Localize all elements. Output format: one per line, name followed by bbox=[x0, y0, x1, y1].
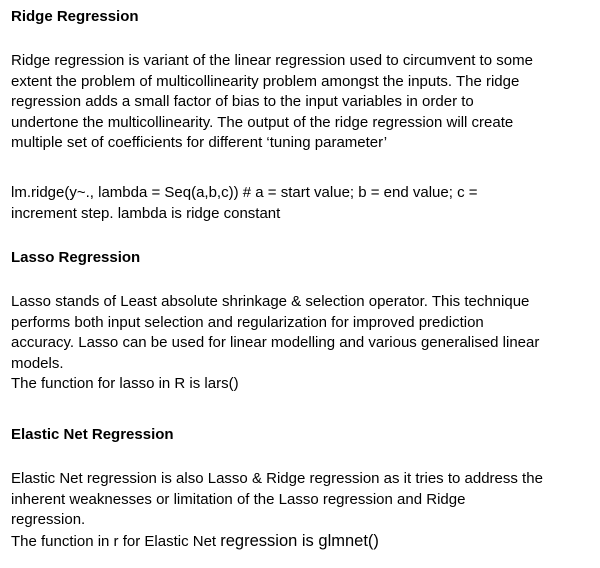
text-line: lm.ridge(y~., lambda = Seq(a,b,c)) # a = start value; b = end value; c = bbox=[11, 184, 478, 201]
text-line: regression adds a small factor of bias to the input variables in order to bbox=[11, 93, 474, 110]
heading-ridge-regression: Ridge Regression bbox=[11, 8, 139, 25]
text-line: undertone the multicollinearity. The output of the ridge regression will create bbox=[11, 113, 514, 131]
text-line: The function for lasso in R is lars() bbox=[11, 375, 239, 392]
paragraph-lasso-description bbox=[11, 292, 593, 395]
text-line: Ridge regression is variant of the linear regression used to circumvent to some bbox=[11, 52, 533, 69]
heading-lasso-regression: Lasso Regression bbox=[11, 249, 141, 266]
paragraph-ridge-code bbox=[11, 183, 593, 224]
paragraph-ridge-description bbox=[11, 51, 593, 154]
text-line: extent the problem of multicollinearity problem amongst the inputs. The ridge bbox=[11, 72, 520, 90]
text-line: multiple set of coefficients for different ‘tuning parameter’ bbox=[11, 134, 388, 151]
text-line: accuracy. Lasso can be used for linear modelling and various generalised linear bbox=[11, 334, 540, 351]
text-line: models. bbox=[11, 354, 64, 372]
paragraph-elastic-net-description bbox=[11, 469, 593, 552]
text-fragment: The function in r for Elastic Net bbox=[11, 532, 221, 550]
text-line: performs both input selection and regularization for improved prediction bbox=[11, 313, 484, 331]
text-line: inherent weaknesses or limitation of the Lasso regression and Ridge bbox=[11, 490, 466, 508]
text-line: Elastic Net regression is also Lasso & Ridge regression as it tries to address the bbox=[11, 470, 543, 487]
text-line: increment step. lambda is ridge constant bbox=[11, 204, 281, 222]
text-line: Lasso stands of Least absolute shrinkage & selection operator. This technique bbox=[11, 293, 530, 310]
text-fragment-large: regression is glmnet() bbox=[220, 531, 379, 550]
text-line: regression. bbox=[11, 511, 86, 528]
text-line-final bbox=[11, 531, 593, 553]
heading-elastic-net-regression: Elastic Net Regression bbox=[11, 426, 174, 443]
